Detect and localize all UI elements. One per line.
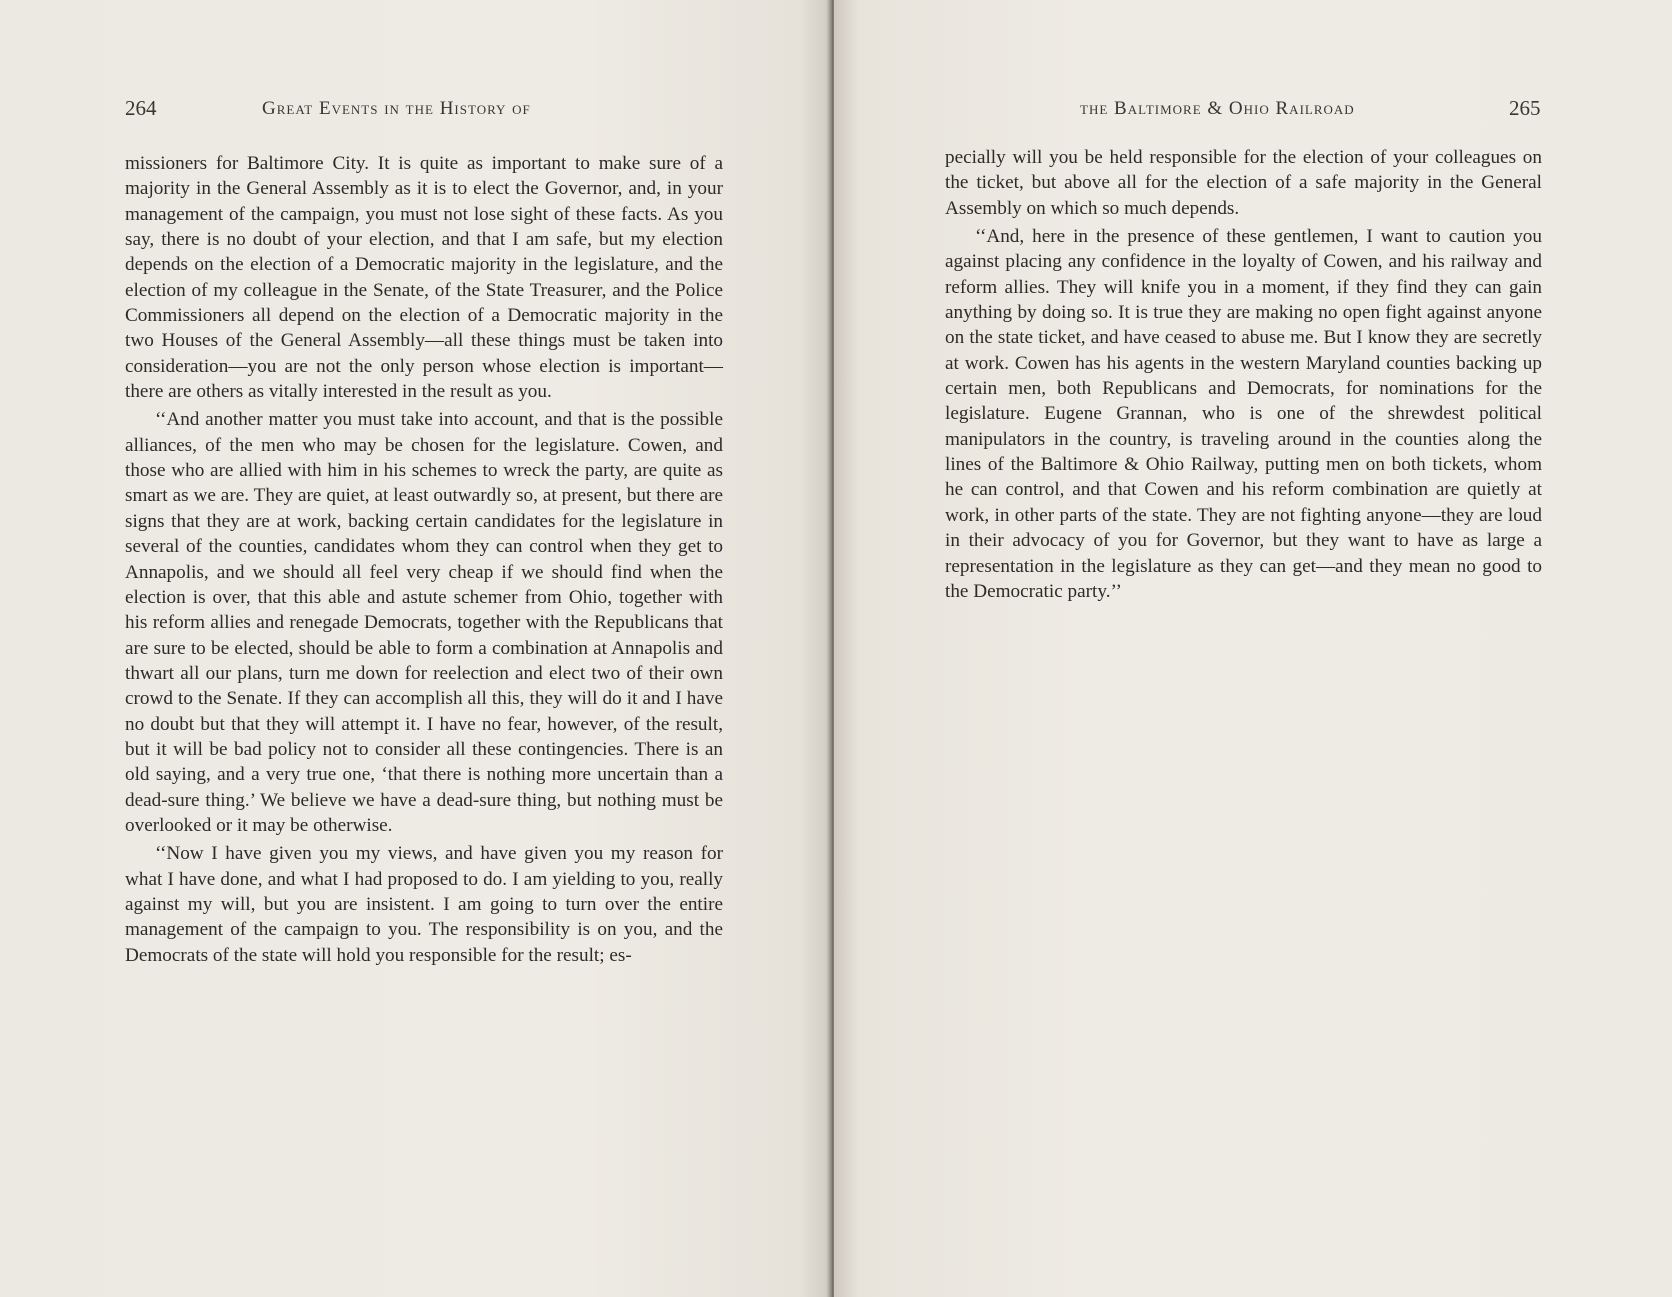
right-page-text [945,145,1542,604]
paragraph: missioners for Baltimore City. It is quite as important to make sure of a majority in the General Assembly as it is to elect the Governor, and, in your management of the campaign, you must not lose sight of these facts. As you say, there is no doubt of your election, and that I am safe, but my election depends on the election of a Democratic majority in the legislature, and the election of my colleague in the Senate, of the State Treasurer, and the Police Commissioners all depend on the election of a Democratic majority in the two Houses of the General Assembly—all these things must be taken into consideration—you are not the only person whose election is important—there are others as vitally interested in the result as you. [125,153,723,403]
paragraph: pecially will you be held responsible for the election of your colleagues on the ticket, but above all for the election of a safe majority in the General Assembly on which so much depends. [945,147,1542,219]
running-head-left: Great Events in the History of [262,98,531,119]
paragraph: ‘‘And, here in the presence of these gentlemen, I want to caution you against placing any confidence in the loyalty of Cowen, and his railway and reform allies. They will knife you in a moment, if they find they can gain anything by doing so. It is true they are making no open fight against anyone on the state ticket, and have ceased to abuse me. But I know they are secretly at work. Cowen has his agents in the western Maryland counties backing up certain men, both Republicans and Democrats, for nominations for the legislature. Eugene Grannan, who is one of the shrewdest political manipulators in the country, is traveling around in the counties along the lines of the Baltimore & Ohio Railway, putting men on both tickets, whom he can control, and that Cowen and his reform combination are quietly at work, in other parts of the state. They are not fighting anyone—they are loud in their advocacy of you for Governor, but they want to have as large a representation in the legislature as they can get—and they mean no good to the Democratic party.’’ [945,226,1542,602]
paragraph: ‘‘And another matter you must take into account, and that is the possible alliances, of the men who may be chosen for the legislature. Cowen, and those who are allied with him in his schemes to wreck the party, are quite as smart as we are. They are quiet, at least outwardly so, at present, but there are signs that they are at work, backing certain candidates for the legislature in several of the counties, candidates whom they can control when they get to Annapolis, and we should all feel very cheap if we should find when the election is over, that this able and astute schemer from Ohio, together with his reform allies and renegade Democrats, together with the Republicans that are sure to be elected, should be able to form a combination at Annapolis and thwart all our plans, turn me down for reelection and elect two of their own crowd to the Senate. If they can accomplish all this, they will do it and I have no doubt but that they will attempt it. I have no fear, however, of the result, but it will be bad policy not to consider all these contingencies. There is an old saying, and a very true one, ‘that there is nothing more uncertain than a dead-sure thing.’ We believe we have a dead-sure thing, but nothing must be overlooked or it may be otherwise. [125,409,723,836]
page-number-left: 264 [125,96,157,120]
left-page [0,0,832,1297]
paragraph: ‘‘Now I have given you my views, and have given you my reason for what I have done, and what I had proposed to do. I am yielding to you, really against my will, but you are insistent. I am going to turn over the entire management of the campaign to you. The responsibility is on you, and the Democrats of the state will hold you responsible for the result; es- [125,843,723,966]
running-head-right: the Baltimore & Ohio Railroad [1080,98,1355,119]
page-number-right: 265 [1509,96,1541,120]
left-page-text [125,151,723,968]
